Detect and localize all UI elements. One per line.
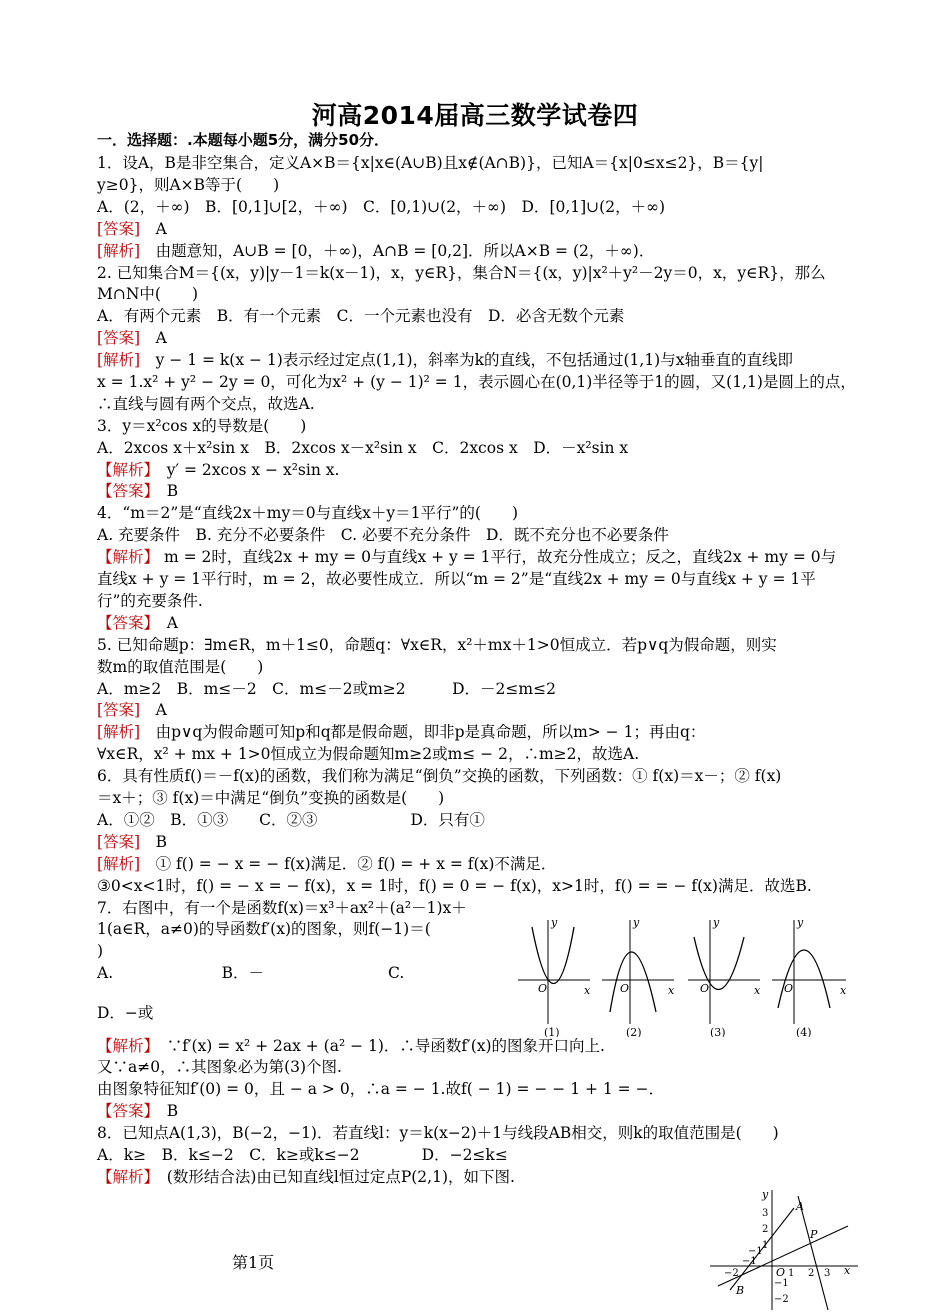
text-line: 2. 已知集合M＝{(x，y)|y－1＝k(x－1)，x，y∈R}，集合N＝{(x，y)|x²＋y²－2y＝0，x，y∈R}，那么 — [97, 264, 826, 282]
figure-q8-line-segment — [708, 1186, 866, 1312]
text-line: [解析] 由题意知，A∪B = [0，＋∞)，A∩B = [0,2]．所以A×B = (2，＋∞)． — [97, 242, 655, 260]
tick-label: −2 — [724, 1268, 739, 1279]
answer-tag: 【解析】 — [97, 1037, 152, 1055]
text-line: A. B．－ C. — [97, 964, 405, 982]
text-line: A．(2，＋∞) B．[0,1]∪[2，＋∞) C．[0,1)∪(2，＋∞) D．[0,1]∪(2，＋∞) — [97, 198, 666, 216]
text-line: [答案] A — [97, 329, 167, 347]
tick-label: −1 — [774, 1278, 789, 1289]
text-line: D．−或 — [97, 1004, 154, 1022]
axis-y-label: y — [633, 916, 640, 929]
text-line: 【解析】 (数形结合法)由已知直线l恒过定点P(2,1)，如下图. — [97, 1168, 515, 1186]
page-title: 河高2014届高三数学试卷四 — [311, 101, 639, 130]
text-line: 由图象特征知f′(0) = 0，且 − a > 0，∴a = − 1.故f( − 1) = − − 1 + 1 = −． — [97, 1080, 665, 1098]
graph-1 — [518, 916, 591, 1037]
text-line: ) — [97, 942, 104, 960]
text-line: [解析] ① f() = − x = − f(x)满足．② f() = + x = f(x)不满足． — [97, 855, 557, 873]
origin-label: O — [538, 982, 548, 995]
text-line: 5. 已知命题p：∃m∈R，m＋1≤0，命题q：∀x∈R，x²＋mx＋1>0恒成立．若p∨q为假命题，则实 — [97, 636, 777, 654]
text-line: 【答案】 A — [97, 614, 178, 632]
page-footer: 第1页 — [232, 1253, 275, 1272]
point-b-label: B — [736, 1284, 745, 1297]
figure-q7-graphs — [510, 912, 860, 1037]
text-line: 数m的取值范围是( ) — [97, 658, 264, 676]
answer-tag: [解析] — [97, 351, 141, 369]
text-line: 【答案】 B — [97, 482, 179, 500]
text-line: 7．右图中，有一个是函数f(x)＝x³＋ax²＋(a²－1)x＋ — [97, 899, 467, 917]
answer-tag: [答案] — [97, 701, 141, 719]
text-line: 又∵a≠0，∴其图象必为第(3)个图. — [97, 1058, 342, 1076]
text-line: A．k≥ B．k≤−2 C．k≥或k≤−2 D．−2≤k≤ — [97, 1146, 508, 1164]
graph-3 — [688, 916, 761, 1037]
answer-tag: [解析] — [97, 855, 141, 873]
section-heading: 一．选择题：.本题每小题5分，满分50分． — [97, 131, 390, 149]
axis-x-label: x — [754, 984, 761, 997]
tick-label: 3 — [762, 1208, 769, 1219]
axis-y-label: y — [797, 916, 804, 929]
axis-x-label: x — [584, 984, 591, 997]
axis-y-label: y — [713, 916, 720, 929]
text-line: [解析] y − 1 = k(x − 1)表示经过定点(1,1)，斜率为k的直线，不包括通过(1,1)与x轴垂直的直线即 — [97, 351, 793, 369]
axis-x-label: x — [840, 984, 847, 997]
text-line: ∴直线与圆有两个交点，故选A. — [97, 395, 315, 413]
origin-label: O — [784, 982, 794, 995]
tick-label: −2 — [774, 1294, 789, 1305]
text-line: A. 充要条件 B. 充分不必要条件 C. 必要不充分条件 D．既不充分也不必要条件 — [97, 526, 669, 544]
text-line: 6．具有性质f()＝－f(x)的函数，我们称为满足“倒负”交换的函数，下列函数：① f(x)＝x－；② f(x) — [97, 767, 782, 785]
text-line: ＝x＋；③ f(x)＝中满足“倒负”变换的函数是( ) — [97, 789, 445, 807]
answer-tag: 【答案】 — [97, 482, 152, 500]
text-line: [答案] B — [97, 833, 167, 851]
text-line: A．m≥2 B．m≤－2 C．m≤－2或m≥2 D．－2≤m≤2 — [97, 680, 556, 698]
tick-label: 2 — [762, 1224, 769, 1235]
answer-tag: [答案] — [97, 833, 141, 851]
text-line: 【解析】 m = 2时，直线2x + my = 0与直线x + y = 1平行，故充分性成立；反之，直线2x + my = 0与 — [97, 548, 837, 566]
answer-tag: 【答案】 — [97, 1102, 152, 1120]
text-line: x = 1.x² + y² − 2y = 0，可化为x² + (y − 1)² = 1，表示圆心在(0,1)半径等于1的圆，又(1,1)是圆上的点， — [97, 373, 856, 391]
answer-tag: 【解析】 — [97, 548, 160, 566]
axis-x-label: x — [668, 984, 675, 997]
text-line: 直线x + y = 1平行时，m = 2，故必要性成立．所以“m = 2”是“直线2x + my = 0与直线x + y = 1平 — [97, 570, 816, 588]
axis-y-label: y — [762, 1188, 769, 1201]
graph-2 — [602, 916, 675, 1037]
graph-label: (2) — [626, 1026, 642, 1037]
text-line: A．①② B．①③ C．②③ D．只有① — [97, 811, 485, 829]
point-p-label: P — [810, 1228, 818, 1241]
text-line: ∀x∈R，x² + mx + 1>0恒成立为假命题知m≥2或m≤ − 2，∴m≥2，故选A. — [97, 745, 640, 763]
text-line: 4．“m＝2”是“直线2x＋my＝0与直线x＋y＝1平行”的( ) — [97, 504, 518, 522]
origin-label: O — [620, 982, 630, 995]
text-line: 【解析】 y′ = 2xcos x − x²sin x. — [97, 461, 340, 479]
point-a-label: A — [796, 1200, 804, 1213]
graph-label: (1) — [544, 1026, 560, 1037]
origin-label: O — [776, 1266, 786, 1279]
graph-label: (3) — [710, 1026, 726, 1037]
tick-label: −1 — [742, 1256, 757, 1267]
text-line: A．有两个元素 B．有一个元素 C．一个元素也没有 D．必含无数个元素 — [97, 307, 625, 325]
text-line: A．2xcos x＋x²sin x B．2xcos x－x²sin x C．2xcos x D．－x²sin x — [97, 439, 629, 457]
text-line: ③0<x<1时，f() = − x = − f(x)，x = 1时，f() = 0 = − f(x)，x>1时，f() = = − f(x)满足．故选B. — [97, 877, 812, 895]
text-line: 3．y＝x²cos x的导数是( ) — [97, 417, 307, 435]
tick-label: −1 — [748, 1246, 763, 1257]
text-line: 1．设A，B是非空集合，定义A×B＝{x|x∈(A∪B)且x∉(A∩B)}，已知A＝{x|0≤x≤2}，B＝{y| — [97, 154, 764, 172]
axis-y-label: y — [551, 916, 558, 929]
graph-4 — [772, 916, 847, 1037]
text-line: 【解析】 ∵f′(x) = x² + 2ax + (a² − 1)．∴导函数f′(x)的图象开口向上. — [97, 1037, 605, 1055]
tick-label: 1 — [762, 1240, 769, 1251]
text-line: [答案] A — [97, 220, 167, 238]
axis-x-label: x — [844, 1264, 851, 1277]
text-line: 1(a∈R，a≠0)的导函数f′(x)的图象，则f(−1)＝( — [97, 920, 431, 938]
text-line: 【答案】 B — [97, 1102, 179, 1120]
tick-label: 2 — [808, 1268, 815, 1279]
tick-label: 3 — [824, 1268, 831, 1279]
answer-tag: [答案] — [97, 329, 141, 347]
answer-tag: 【解析】 — [97, 461, 152, 479]
tick-label: 1 — [788, 1268, 795, 1279]
graph-label: (4) — [796, 1026, 812, 1037]
text-line: 行”的充要条件. — [97, 592, 203, 610]
text-line: 8．已知点A(1,3)，B(−2，−1)．若直线l：y＝k(x−2)＋1与线段AB相交，则k的取值范围是( ) — [97, 1124, 779, 1142]
text-line: [答案] A — [97, 701, 167, 719]
answer-tag: 【答案】 — [97, 614, 152, 632]
origin-label: O — [700, 982, 710, 995]
text-line: M∩N中( ) — [97, 285, 199, 303]
answer-tag: 【解析】 — [97, 1168, 152, 1186]
text-line: [解析] 由p∨q为假命题可知p和q都是假命题，即非p是真命题，所以m> − 1；再由q： — [97, 723, 706, 741]
text-line: y≥0}，则A×B等于( ) — [97, 176, 280, 194]
answer-tag: [解析] — [97, 242, 141, 260]
answer-tag: [答案] — [97, 220, 141, 238]
answer-tag: [解析] — [97, 723, 141, 741]
